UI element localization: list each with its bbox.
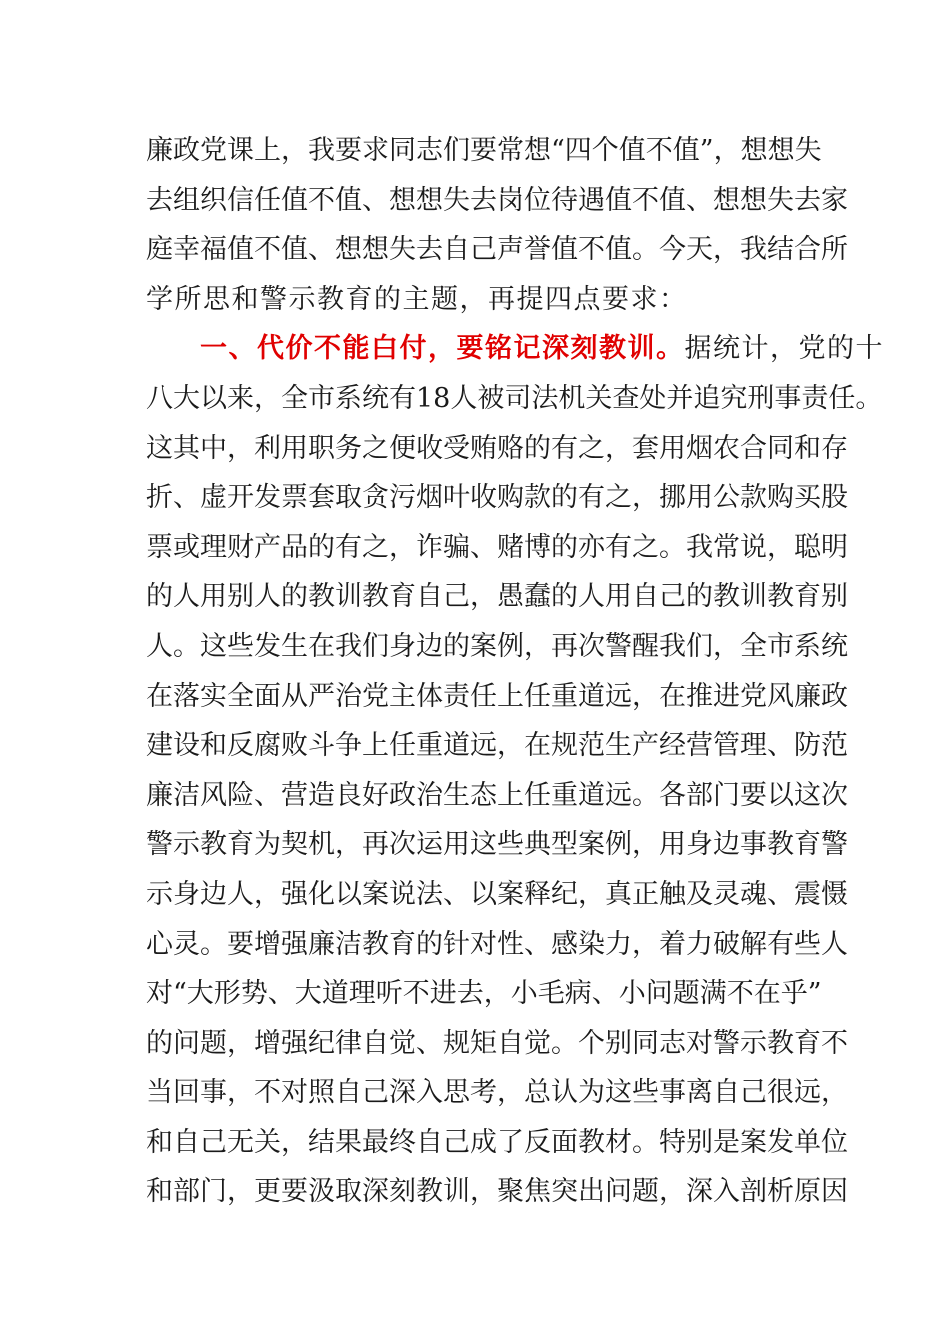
paragraph-line: 庭幸福值不值、想想失去自己声誉值不值。今天，我结合所	[146, 234, 848, 266]
paragraph-line: 和自己无关，结果最终自己成了反面教材。特别是案发单位	[146, 1126, 848, 1158]
paragraph-line: 对“大形势、大道理听不进去，小毛病、小问题满不在乎”	[146, 978, 822, 1010]
body-text	[146, 126, 884, 1217]
paragraph-line: 人。这些发生在我们身边的案例，再次警醒我们，全市系统	[146, 630, 848, 662]
paragraph-line: 这其中，利用职务之便收受贿赂的有之，套用烟农合同和存	[146, 432, 848, 464]
section-heading-line	[146, 324, 884, 374]
paragraph-line: 建设和反腐败斗争上任重道远，在规范生产经营管理、防范	[146, 730, 848, 762]
paragraph-line: 示身边人，强化以案说法、以案释纪，真正触及灵魂、震慑	[146, 878, 848, 910]
paragraph-line: 廉政党课上，我要求同志们要常想“四个值不值”，想想失	[146, 135, 822, 166]
section-heading-continuation: 据统计，党的十	[684, 333, 884, 365]
paragraph-line: 折、虚开发票套取贪污烟叶收购款的有之，挪用公款购买股	[146, 482, 848, 514]
paragraph-line: 去组织信任值不值、想想失去岗位待遇值不值、想想失去家	[146, 184, 848, 216]
paragraph-line: 警示教育为契机，再次运用这些典型案例，用身边事教育警	[146, 829, 848, 861]
paragraph-line: 在落实全面从严治党主体责任上任重道远，在推进党风廉政	[146, 680, 848, 712]
paragraph-line: 和部门，更要汲取深刻教训，聚焦突出问题，深入剖析原因	[146, 1176, 848, 1208]
paragraph-line: 八大以来，全市系统有18人被司法机关查处并追究刑事责任。	[146, 382, 883, 414]
paragraph-line: 心灵。要增强廉洁教育的针对性、感染力，着力破解有些人	[146, 928, 848, 960]
paragraph-line: 的人用别人的教训教育自己，愚蠢的人用自己的教训教育别	[146, 581, 848, 613]
paragraph-line: 廉洁风险、营造良好政治生态上任重道远。各部门要以这次	[146, 779, 848, 811]
paragraph-line: 的问题，增强纪律自觉、规矩自觉。个别同志对警示教育不	[146, 1027, 848, 1059]
paragraph-line: 学所思和警示教育的主题，再提四点要求：	[146, 283, 688, 315]
paragraph-line: 票或理财产品的有之，诈骗、赌博的亦有之。我常说，聪明	[146, 531, 848, 563]
paragraph-line: 当回事，不对照自己深入思考，总认为这些事离自己很远，	[146, 1077, 848, 1109]
section-heading: 一、代价不能白付，要铭记深刻教训。	[200, 333, 685, 365]
